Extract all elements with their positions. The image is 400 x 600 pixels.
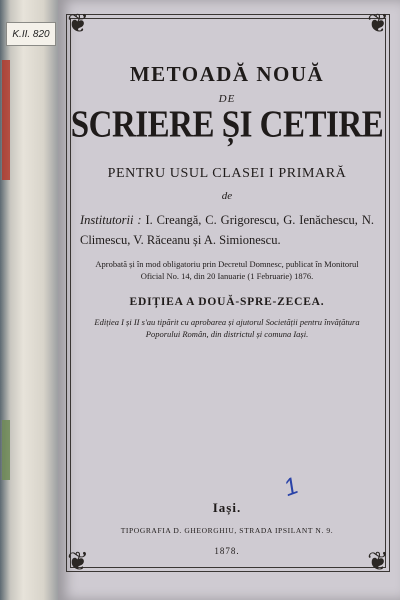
handwritten-mark: 1 xyxy=(280,472,303,503)
subtitle: PENTRU USUL CLASEI I PRIMARĂ xyxy=(107,166,347,181)
library-shelf-label: K.II. 820 xyxy=(6,22,56,46)
publication-year: 1878. xyxy=(214,546,240,556)
title-page xyxy=(58,0,400,600)
title-page-content xyxy=(66,14,388,570)
publication-city: Iași. xyxy=(212,500,242,515)
authors-block xyxy=(66,210,388,250)
printer-imprint: TIPOGRAFIA D. GHEORGHIU, STRADA IPSILANT N. 9. xyxy=(120,526,334,535)
book-spine xyxy=(0,0,58,600)
authors-prefix: Institutorii : xyxy=(80,213,142,227)
spine-color-strip xyxy=(2,420,10,480)
approval-decree: Aprobată și în mod obligatoriu prin Decretul Domnesc, publicat în Monitorul Oficial No. 14, din 20 Ianuarie (1 Februarie) 1876. xyxy=(95,259,359,281)
edition-note: Edițiea I și II s'au tipărit cu aprobarea și ajutorul Societății pentru învățătura Poporului Român, din districtul și comuna Iași. xyxy=(94,317,360,339)
title-connector: DE xyxy=(218,93,236,105)
ornament-corner-icon: ❦ xyxy=(367,547,389,576)
title-line-1: METOADĂ NOUĂ xyxy=(129,62,325,86)
by-line: de xyxy=(221,190,233,202)
authors-list: I. Creangă, C. Grigorescu, G. Ienăchescu, N. Climescu, V. Răceanu și A. Simionescu. xyxy=(80,213,374,247)
ornament-corner-icon: ❦ xyxy=(67,547,89,576)
ornament-corner-icon: ❦ xyxy=(367,9,389,38)
spine-color-strip xyxy=(2,60,10,180)
edition-statement: EDIȚIEA A DOUĂ-SPRE-ZECEA. xyxy=(129,296,325,308)
ornament-corner-icon: ❦ xyxy=(67,9,89,38)
title-line-2: SCRIERE ȘI CETIRE xyxy=(70,104,384,146)
